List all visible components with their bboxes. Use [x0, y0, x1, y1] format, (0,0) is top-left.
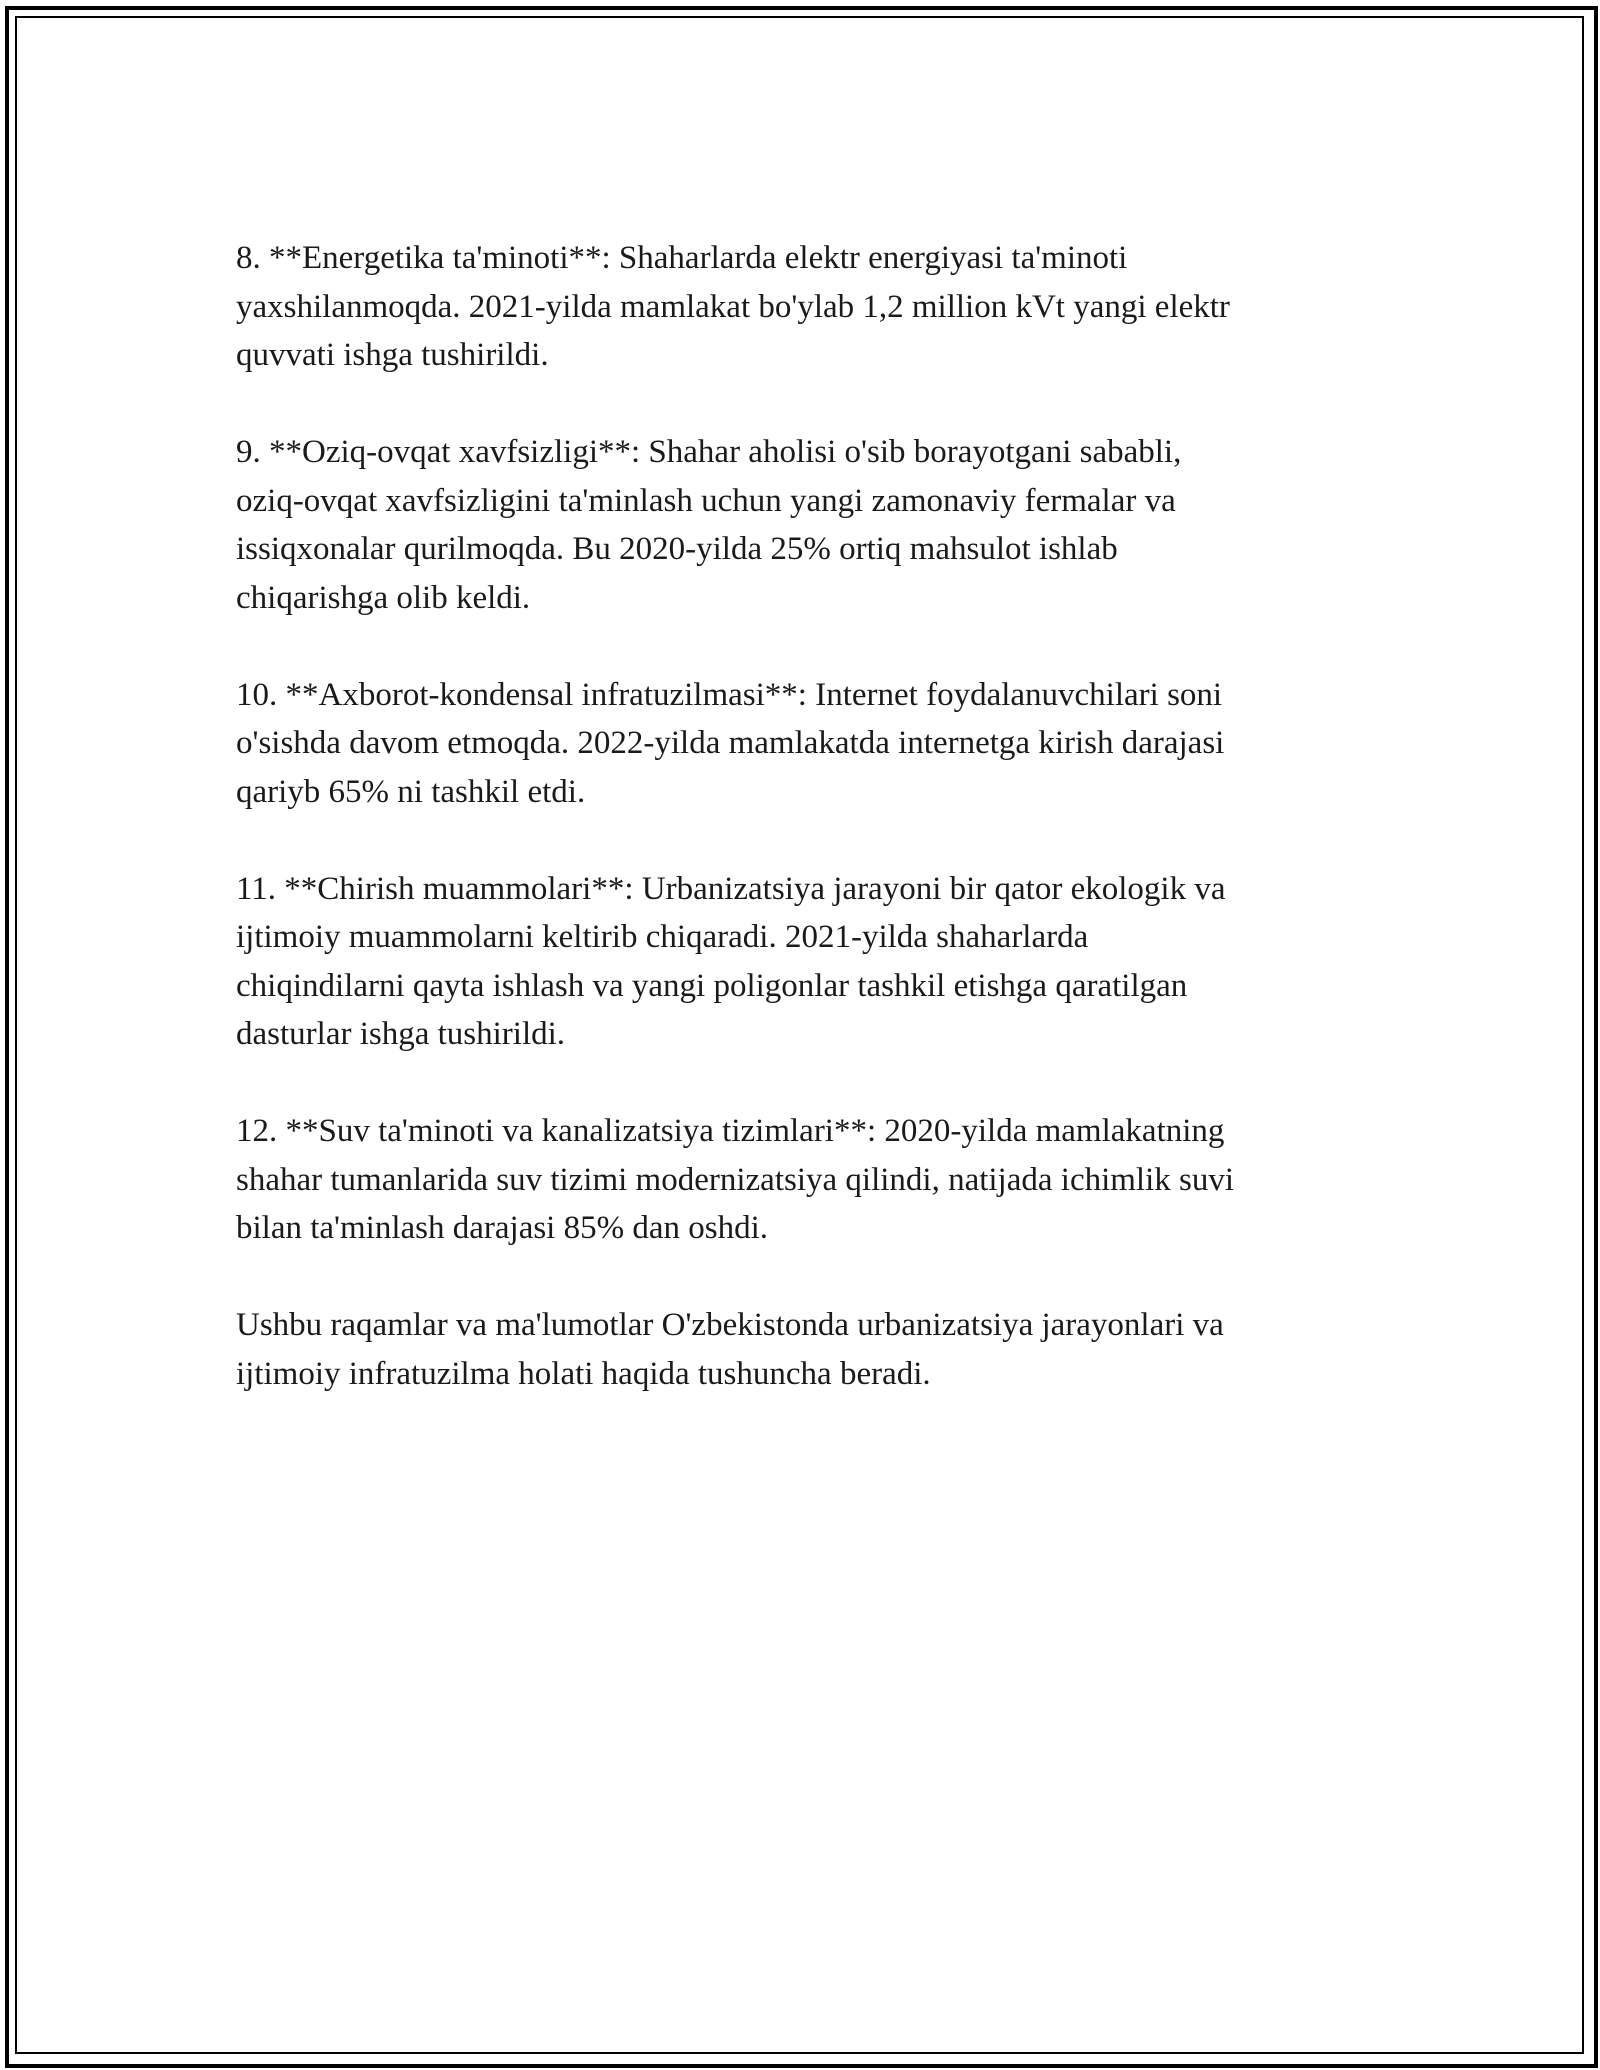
paragraph-food-security: 9. **Oziq-ovqat xavfsizligi**: Shahar aholisi o'sib borayotgani sababli, oziq-ovqat xavfsizligini ta'minlash uchun yangi zamonaviy fermalar va issiqxonalar qurilmoqda. Bu 2020-yilda 25% ortiq mahsulot ishlab chiqarishga olib keldi.	[236, 434, 1182, 616]
paragraph-waste-problems: 11. **Chirish muammolari**: Urbanizatsiya jarayoni bir qator ekologik va ijtimoiy muammolarni keltirib chiqaradi. 2021-yilda shaharlarda chiqindilarni qayta ishlash va yangi poligonlar tashkil etishga qaratilgan dasturlar ishga tushirildi.	[236, 870, 1226, 1052]
paragraph-information-infrastructure: 10. **Axborot-kondensal infratuzilmasi**: Internet foydalanuvchilari soni o'sishda davom etmoqda. 2022-yilda mamlakatda internetga kirish darajasi qariyb 65% ni tashkil etdi.	[236, 676, 1225, 810]
paragraph-conclusion: Ushbu raqamlar va ma'lumotlar O'zbekistonda urbanizatsiya jarayonlari va ijtimoiy infratuzilma holati haqida tushuncha beradi.	[236, 1307, 1224, 1392]
paragraph-energy-supply: 8. **Energetika ta'minoti**: Shaharlarda elektr energiyasi ta'minoti yaxshilanmoqda. 2021-yilda mamlakat bo'ylab 1,2 million kVt yangi elektr quvvati ishga tushirildi.	[236, 240, 1230, 373]
document-body	[236, 234, 1366, 1398]
paragraph-water-sewerage: 12. **Suv ta'minoti va kanalizatsiya tizimlari**: 2020-yilda mamlakatning shahar tumanlarida suv tizimi modernizatsiya qilindi, natijada ichimlik suvi bilan ta'minlash darajasi 85% dan oshdi.	[236, 1113, 1235, 1246]
